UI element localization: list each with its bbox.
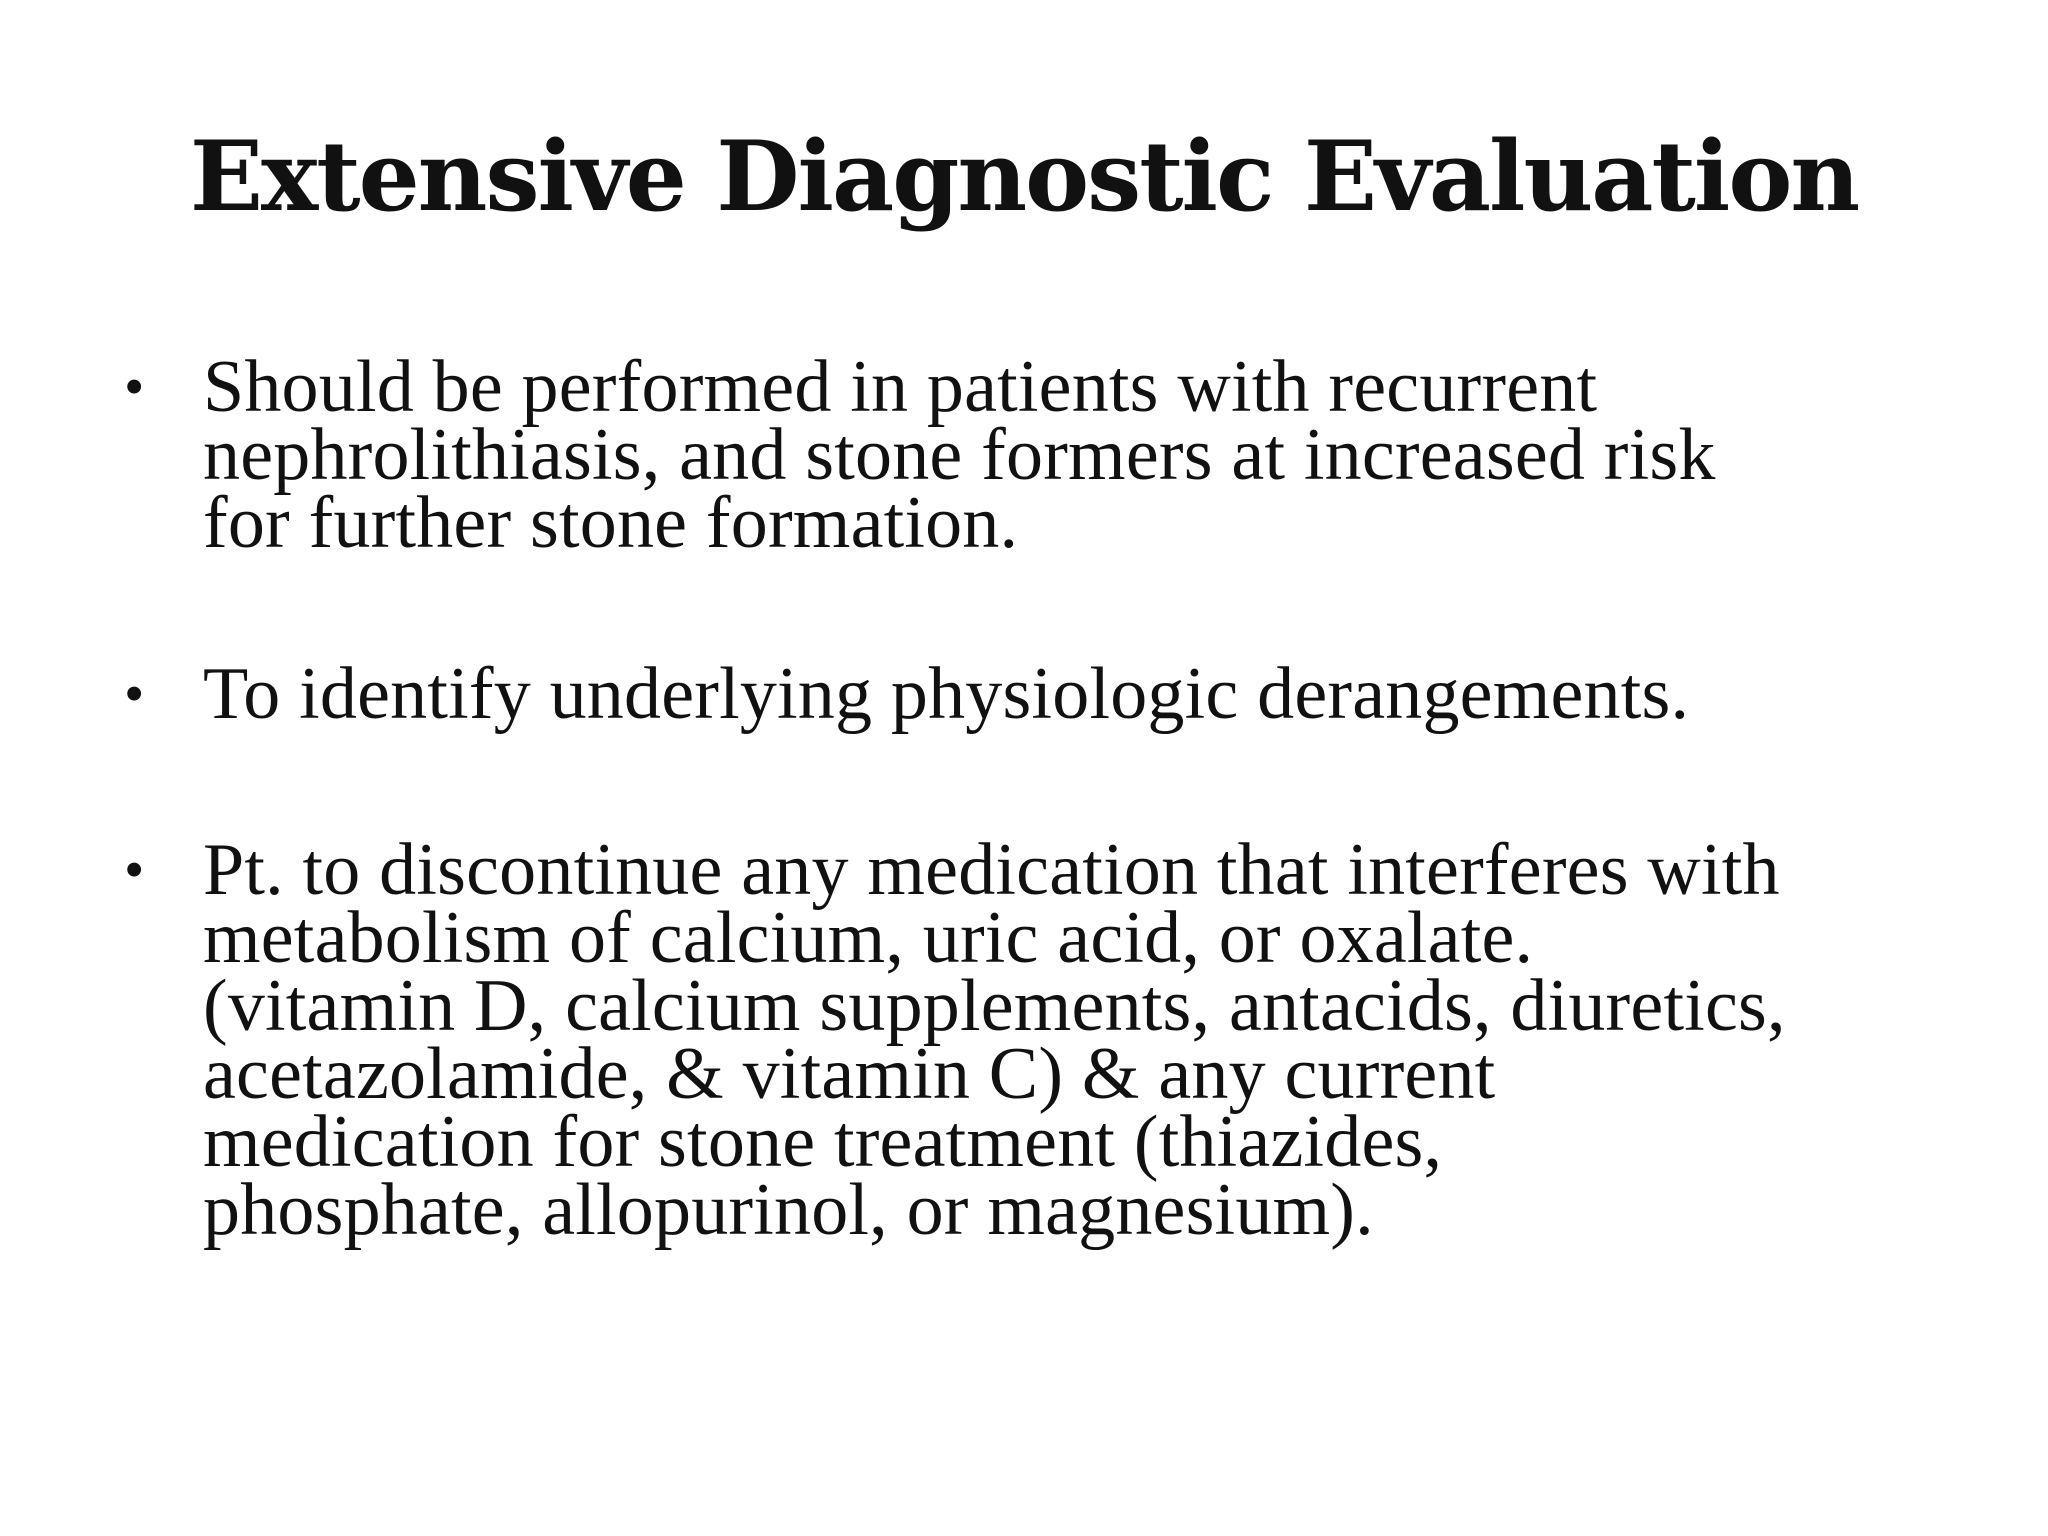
- slide-title: Extensive Diagnostic Evaluation: [189, 120, 1859, 233]
- bullet-icon: •: [124, 837, 145, 902]
- bullet-line: Should be performed in patients with recurrent: [203, 346, 1598, 428]
- bullet-text: [203, 829, 1963, 1251]
- bullet-line: acetazolamide, & vitamin C) & any current: [203, 1033, 1496, 1115]
- bullet-text: [203, 653, 1963, 735]
- bullet-icon: •: [124, 661, 145, 726]
- bullet-line: medication for stone treatment (thiazides,: [203, 1101, 1443, 1183]
- bullet-line: Pt. to discontinue any medication that interferes with: [203, 829, 1780, 911]
- bullet-line: phosphate, allopurinol, or magnesium).: [203, 1169, 1374, 1251]
- bullet-line: To identify underlying physiologic derangements.: [203, 653, 1690, 735]
- bullet-text: [203, 346, 1963, 564]
- bullet-line: for further stone formation.: [203, 482, 1019, 564]
- bullet-line: (vitamin D, calcium supplements, antacids, diuretics,: [203, 965, 1786, 1047]
- bullet-line: metabolism of calcium, uric acid, or oxalate.: [203, 897, 1534, 979]
- bullet-line: nephrolithiasis, and stone formers at increased risk: [203, 414, 1716, 496]
- bullet-icon: •: [124, 354, 145, 419]
